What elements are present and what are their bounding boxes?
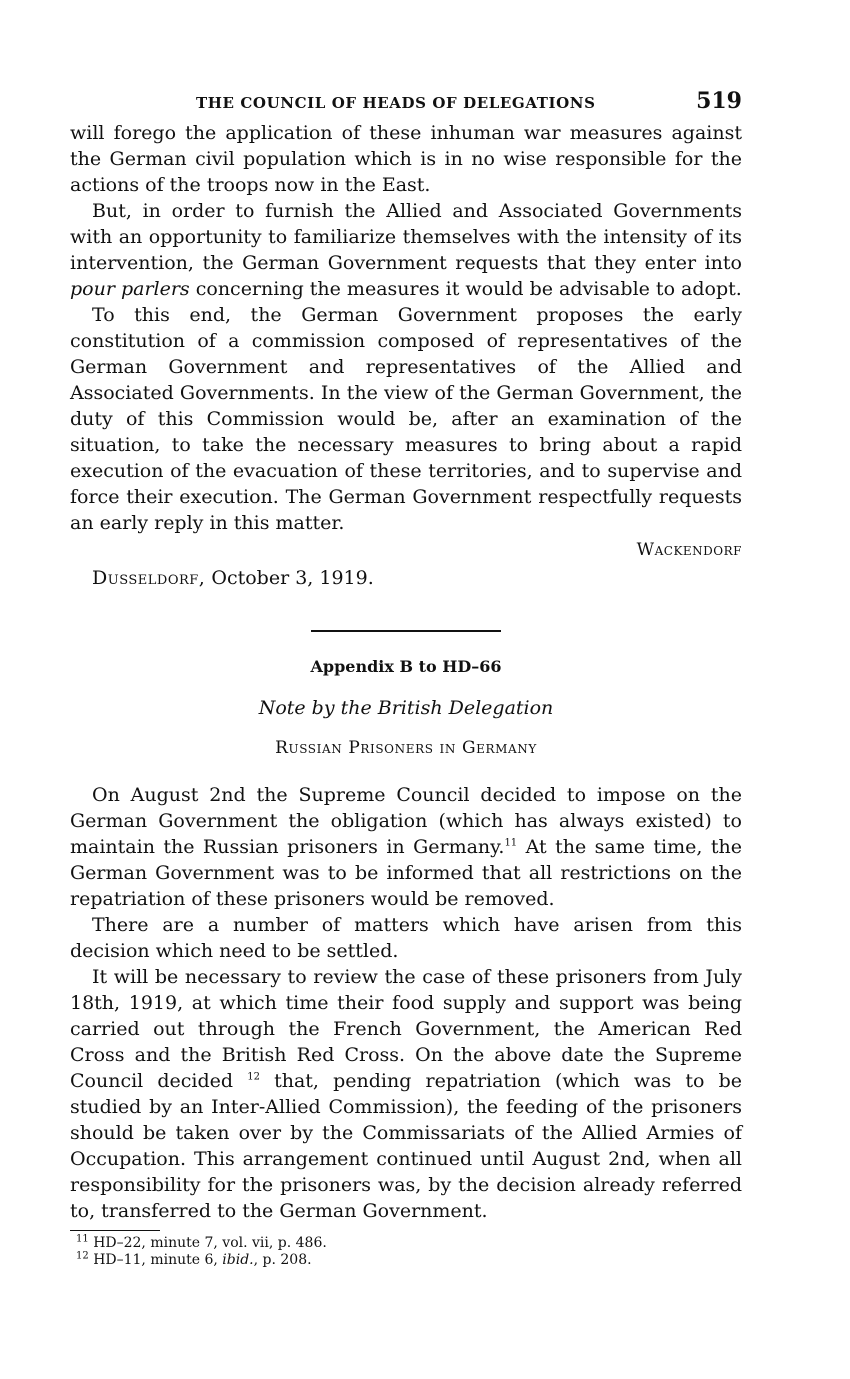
appendix-paragraph-1-text-b: At the same time, the German Government was to be informed that all restrictions on the repatriation of these prisoners would be removed. xyxy=(70,836,742,910)
appendix-paragraph-3-text-a: It will be necessary to review the case of these prisoners from July 18th, 1919, at which time their food supply and support was being carried out through the French Government, the American Red Cross and the British Red Cross. On the above date the Supreme Council decided xyxy=(70,966,742,1092)
footnote-number: 11 xyxy=(76,1233,89,1245)
letter-body xyxy=(70,120,742,536)
appendix-paragraph-1-text-a: On August 2nd the Supreme Council decided to impose on the German Government the obligation (which has always existed) to maintain the Russian prisoners in Germany. xyxy=(70,784,742,858)
page-number: 519 xyxy=(696,88,742,114)
appendix-paragraph-3-text-b: that, pending repatriation (which was to be studied by an Inter-Allied Commission), the feeding of the prisoners should be taken over by the Commissariats of the Allied Armies of Occupation. This arrangement continued until August 2nd, when all responsibility for the prisoners was, by the decision already referred to, transferred to the German Government. xyxy=(70,1070,743,1222)
letter-paragraph-2-italic: pour parlers xyxy=(70,278,190,300)
appendix-title: Appendix B to HD–66 xyxy=(310,657,502,676)
appendix-paragraph-2: There are a number of matters which have arisen from this decision which need to be settled. xyxy=(70,914,742,962)
footnote-text-tail: , p. 208. xyxy=(253,1252,312,1268)
footnotes xyxy=(70,1235,742,1269)
section-divider xyxy=(311,630,501,632)
appendix-body xyxy=(70,782,742,1224)
letter-paragraph-2-text-a: But, in order to furnish the Allied and Associated Governments with an opportunity to familiarize themselves with the intensity of its intervention, the German Government requests that they enter into xyxy=(70,200,742,274)
footnote-rule xyxy=(70,1230,160,1231)
letter-paragraph-3: To this end, the German Government proposes the early constitution of a commission composed of representatives of the German Government and representatives of the Allied and Associated Governments. In the view of the German Government, the duty of this Commission would be, after an examination of the situation, to take the necessary measures to bring about a rapid execution of the evacuation of these territories, and to supervise and force their execution. The German Government respectfully requests an early reply in this matter. xyxy=(70,304,742,534)
letter-paragraph-1: will forego the application of these inhuman war measures against the German civil population which is in no wise responsible for the actions of the troops now in the East. xyxy=(70,122,742,196)
footnote-text: HD–22, minute 7, vol. vii, p. 486. xyxy=(93,1235,327,1251)
note-title: Note by the British Delegation xyxy=(258,697,554,719)
footnote-12 xyxy=(70,1252,742,1269)
footnote-ref-11: 11 xyxy=(504,837,518,849)
letter-paragraph-2 xyxy=(70,198,742,302)
page-header xyxy=(70,86,742,120)
footnote-ref-12: 12 xyxy=(247,1071,260,1083)
footnote-number: 12 xyxy=(76,1250,89,1262)
dateline-place: Dusseldorf, xyxy=(92,567,206,589)
footnote-italic: ibid. xyxy=(222,1252,254,1268)
appendix-paragraph-3 xyxy=(70,964,742,1224)
appendix-paragraph-1 xyxy=(70,782,742,912)
footnote-11 xyxy=(70,1235,742,1252)
signature: Wackendorf xyxy=(636,540,742,560)
dateline-date: October 3, 1919. xyxy=(211,567,374,589)
letter-paragraph-2-text-b: concerning the measures it would be advisable to adopt. xyxy=(195,278,742,300)
running-head: THE COUNCIL OF HEADS OF DELEGATIONS xyxy=(196,94,596,112)
page xyxy=(70,86,742,1269)
footnote-text: HD–11, minute 6, xyxy=(93,1252,218,1268)
section-title: Russian Prisoners in Germany xyxy=(275,738,537,758)
dateline xyxy=(92,566,742,590)
